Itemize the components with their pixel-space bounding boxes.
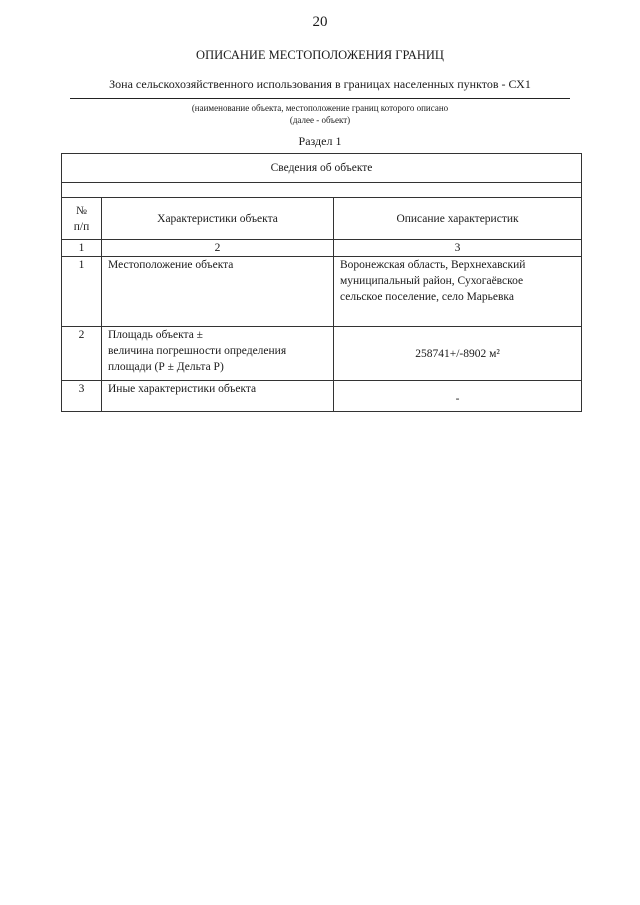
col-header-description: Описание характеристик — [334, 198, 582, 240]
row-number: 2 — [62, 327, 102, 381]
row-value-line: сельское поселение, село Марьевка — [340, 291, 514, 303]
row-value-line: Воронежская область, Верхнехавский — [340, 259, 526, 271]
row-number: 1 — [62, 257, 102, 327]
table-header-row — [62, 154, 582, 183]
row-characteristic-line: величина погрешности определения — [108, 345, 287, 357]
row-value-line: муниципальный район, Сухогаёвское — [340, 275, 524, 287]
table-row — [62, 327, 582, 381]
empty-cell — [62, 183, 582, 198]
page-number: 20 — [312, 14, 328, 30]
object-info-table — [61, 153, 582, 412]
row-characteristic: Иные характеристики объекта — [102, 381, 334, 412]
row-value: 258741+/-8902 м² — [334, 327, 582, 381]
object-caption — [70, 102, 570, 126]
col-header-characteristics: Характеристики объекта — [102, 198, 334, 240]
row-value: - — [334, 381, 582, 412]
row-characteristic-line: площади (Р ± Дельта Р) — [108, 361, 224, 373]
col-header-num — [62, 198, 102, 240]
section-title: Раздел 1 — [298, 134, 342, 148]
row-number: 3 — [62, 381, 102, 412]
column-number: 1 — [62, 240, 102, 257]
table-empty-row — [62, 183, 582, 198]
column-number: 3 — [334, 240, 582, 257]
table-row — [62, 381, 582, 412]
col-header-num-line-2: п/п — [73, 220, 90, 233]
column-number: 2 — [102, 240, 334, 257]
row-characteristic — [102, 327, 334, 381]
table-header: Сведения об объекте — [62, 154, 582, 183]
column-header-row — [62, 198, 582, 240]
caption-line-2: (далее - объект) — [289, 115, 351, 125]
table-row — [62, 257, 582, 327]
row-value — [334, 257, 582, 327]
zone-name-underline — [70, 98, 570, 99]
zone-name: Зона сельскохозяйственного использования в границах населенных пунктов - СХ1 — [109, 77, 531, 91]
column-number-row — [62, 240, 582, 257]
row-characteristic-line: Площадь объекта ± — [108, 329, 203, 341]
row-characteristic: Местоположение объекта — [102, 257, 334, 327]
caption-line-1: (наименование объекта, местоположение границ которого описано — [191, 103, 449, 113]
col-header-num-line-1: № — [76, 204, 87, 217]
document-title: ОПИСАНИЕ МЕСТОПОЛОЖЕНИЯ ГРАНИЦ — [196, 48, 444, 62]
